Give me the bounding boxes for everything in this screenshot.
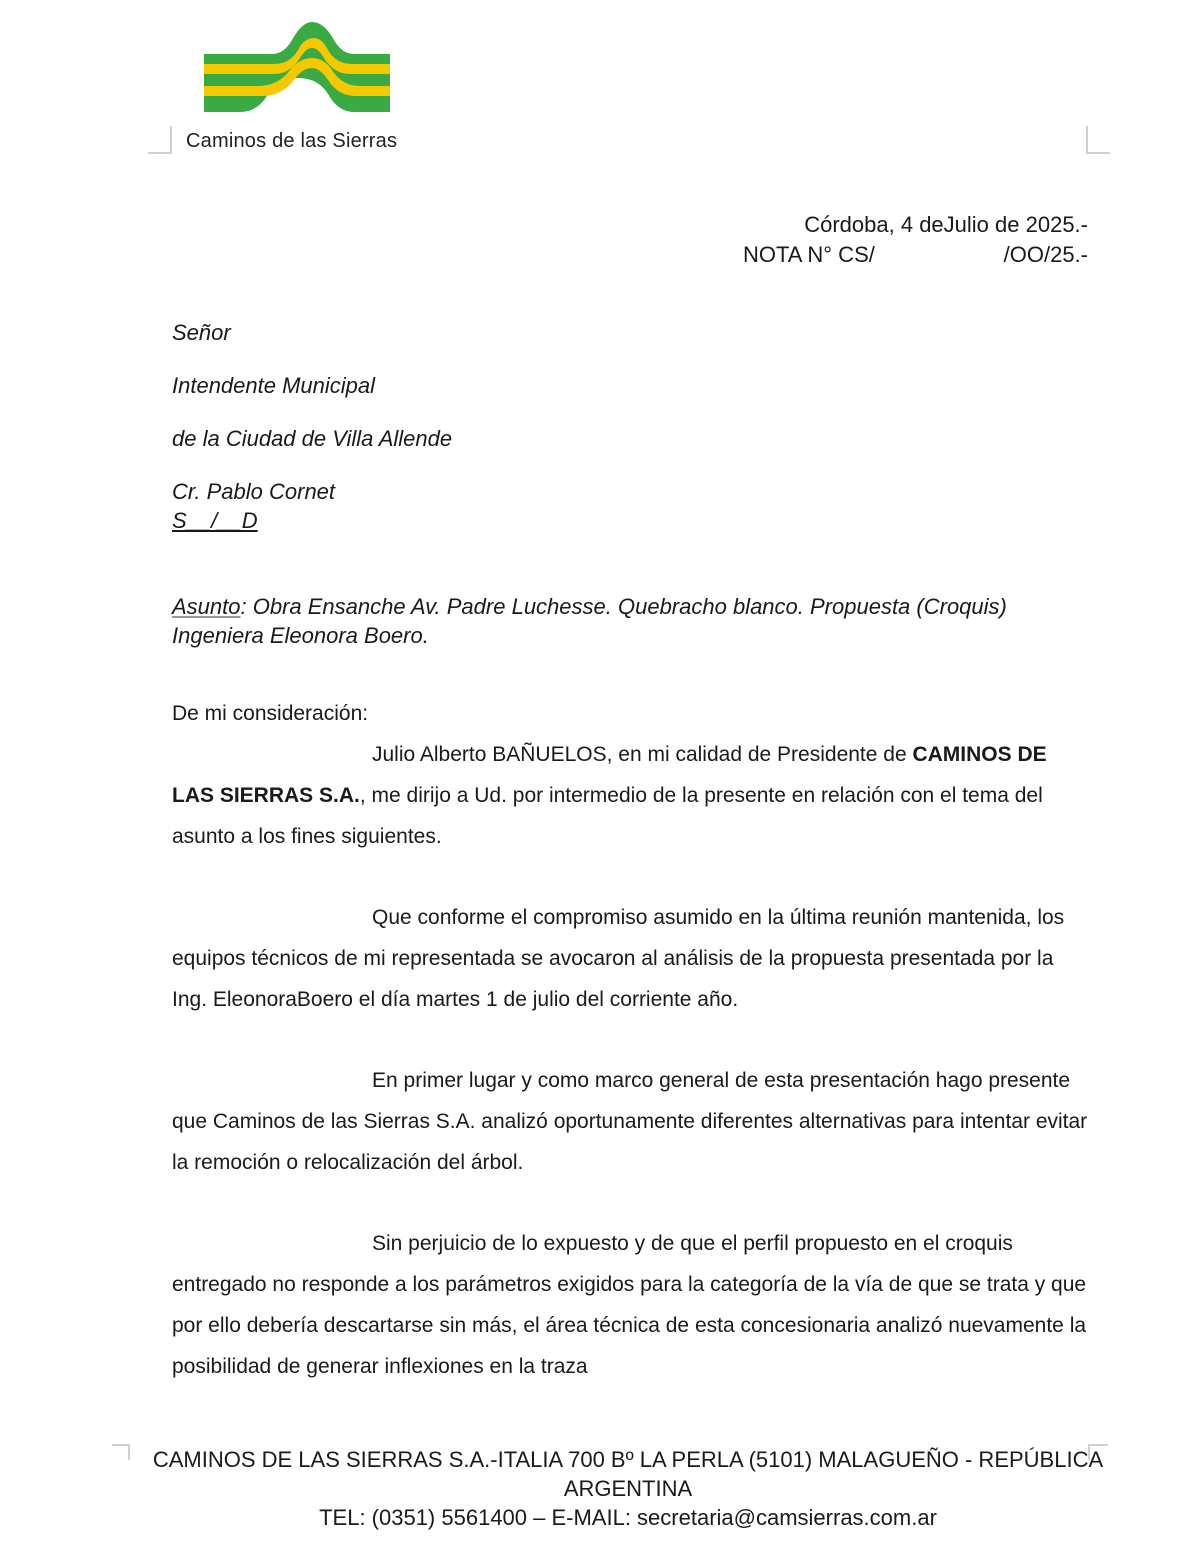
subject	[172, 592, 1092, 650]
subject-label: Asunto	[172, 594, 241, 619]
recipient-line: Intendente Municipal	[172, 373, 376, 398]
letter-body	[172, 698, 1092, 1427]
note-number-suffix: /OO/25.-	[1003, 242, 1088, 267]
paragraph	[172, 734, 1092, 857]
recipient-line: Señor	[172, 320, 231, 345]
footer-country: ARGENTINA	[563, 1476, 693, 1501]
subject-text: : Obra Ensanche Av. Padre Luchesse. Quebracho blanco. Propuesta (Croquis) Ingeniera Eleonora Boero.	[172, 594, 1007, 648]
su-despacho: S__/__D	[172, 508, 258, 533]
recipient-line: Cr. Pablo Cornet	[172, 479, 336, 504]
paragraph: Sin perjuicio de lo expuesto y de que el perfil propuesto en el croquis entregado no responde a los parámetros exigidos para la categoría de la vía de que se trata y que por ello debería descartarse sin más, el área técnica de esta concesionaria analizó nuevamente la posibilidad de generar inflexiones en la traza	[172, 1232, 1087, 1378]
logo-text: Caminos de las Sierras	[186, 130, 398, 152]
letterhead-footer	[0, 1445, 1200, 1532]
place-date: Córdoba, 4 deJulio de 2025.-	[804, 212, 1088, 237]
mountain-road-logo-icon	[204, 20, 390, 112]
dateline	[743, 210, 1088, 270]
note-number-prefix: NOTA N° CS/	[743, 242, 875, 267]
footer-address: CAMINOS DE LAS SIERRAS S.A.-ITALIA 700 Bº LA PERLA (5101) MALAGUEÑO - REPÚBLICA	[152, 1447, 1104, 1472]
paragraph: Que conforme el compromiso asumido en la última reunión mantenida, los equipos técnicos de mi representada se avocaron al análisis de la propuesta presentada por la Ing. EleonoraBoero el día martes 1 de julio del corriente año.	[172, 906, 1065, 1011]
margin-corner-mark	[148, 126, 172, 154]
paragraph: En primer lugar y como marco general de esta presentación hago presente que Caminos de las Sierras S.A. analizó oportunamente diferentes alternativas para intentar evitar la remoción o relocalización del árbol.	[172, 1069, 1088, 1174]
margin-corner-mark	[1086, 126, 1110, 154]
recipient-line: de la Ciudad de Villa Allende	[172, 426, 453, 451]
paragraph-text: Julio Alberto BAÑUELOS, en mi calidad de Presidente de	[372, 743, 913, 766]
greeting: De mi consideración:	[172, 702, 369, 725]
note-number	[743, 240, 1088, 270]
recipient-block	[172, 318, 453, 533]
company-name-bold: CAMINOS DE LAS SIERRAS S.A.	[172, 743, 1047, 807]
paragraph-text: , me dirijo a Ud. por intermedio de la presente en relación con el tema del asunto a los fines siguientes.	[172, 784, 1043, 848]
footer-contact: TEL: (0351) 5561400 – E-MAIL: secretaria@camsierras.com.ar	[319, 1505, 937, 1530]
